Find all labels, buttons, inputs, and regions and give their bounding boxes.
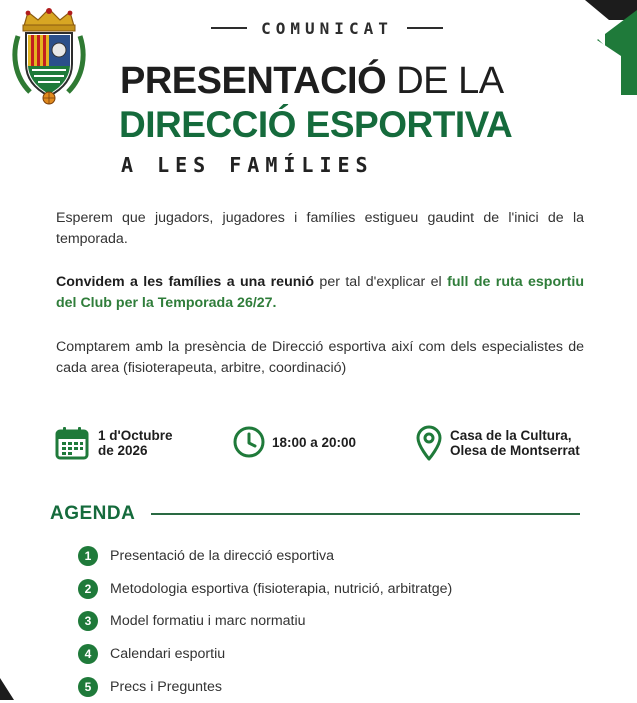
divider <box>407 27 443 29</box>
event-time <box>232 425 356 459</box>
time-text: 18:00 a 20:00 <box>272 434 357 450</box>
comunicat-label: COMUNICAT <box>261 18 393 38</box>
corner-decoration-top-right <box>557 0 637 95</box>
clock-icon <box>232 425 266 459</box>
agenda-item-text: Calendari esportiu <box>110 646 226 663</box>
agenda-divider <box>151 513 580 515</box>
agenda-header <box>50 503 580 525</box>
place-line-1: Casa de la Cultura, <box>450 428 572 443</box>
invitation-bold: Convidem a les famílies a una reunió <box>56 274 315 290</box>
date-text <box>98 428 172 458</box>
date-line-2: de 2026 <box>98 443 148 458</box>
title-bold: PRESENTACIÓ <box>120 60 387 102</box>
agenda-item-text: Metodologia esportiva (fisioterapia, nutrició, arbitratge) <box>110 580 453 597</box>
title-line-1 <box>120 61 560 101</box>
agenda-number-badge: 5 <box>78 677 98 697</box>
club-crest-icon <box>12 6 86 106</box>
agenda-item <box>78 670 598 703</box>
agenda-number-badge: 1 <box>78 546 98 566</box>
intro-paragraph: Esperem que jugadors, jugadores i famílies estigueu gaudint de l'inici de la temporada. <box>56 210 584 247</box>
subtitle: A LES FAMÍLIES <box>121 153 374 177</box>
map-pin-icon <box>414 425 444 461</box>
agenda-title: AGENDA <box>50 503 136 524</box>
event-date <box>54 425 172 461</box>
invitation-paragraph <box>56 272 584 314</box>
divider <box>211 27 247 29</box>
attendees-paragraph: Comptarem amb la presència de Direcció esportiva així com dels especialistes de cada area (fisioterapeuta, arbitre, coordinació) <box>56 339 584 376</box>
calendar-icon <box>54 425 90 461</box>
corner-decoration-bottom-left <box>0 678 14 700</box>
invitation-highlight: full de ruta esportiu del Club per la Temporada 26/27. <box>56 274 584 311</box>
title-rest: DE LA <box>396 60 504 102</box>
date-line-1: 1 d'Octubre <box>98 428 173 443</box>
invitation-text: per tal d'explicar el <box>314 274 448 290</box>
comunicat-row <box>182 18 472 38</box>
agenda-number-badge: 3 <box>78 611 98 631</box>
agenda-item <box>78 573 598 606</box>
agenda-item <box>78 540 598 573</box>
place-text <box>450 428 580 458</box>
agenda-number-badge: 2 <box>78 579 98 599</box>
agenda-item-text: Precs i Preguntes <box>110 678 222 695</box>
agenda-item <box>78 638 598 671</box>
agenda-item-text: Presentació de la direcció esportiva <box>110 548 334 565</box>
title-line-2: DIRECCIÓ ESPORTIVA <box>119 104 513 145</box>
event-place <box>414 425 580 461</box>
agenda-list <box>78 540 598 703</box>
place-line-2: Olesa de Montserrat <box>450 443 580 458</box>
agenda-item-text: Model formatiu i marc normatiu <box>110 613 306 630</box>
agenda-number-badge: 4 <box>78 644 98 664</box>
agenda-item <box>78 605 598 638</box>
